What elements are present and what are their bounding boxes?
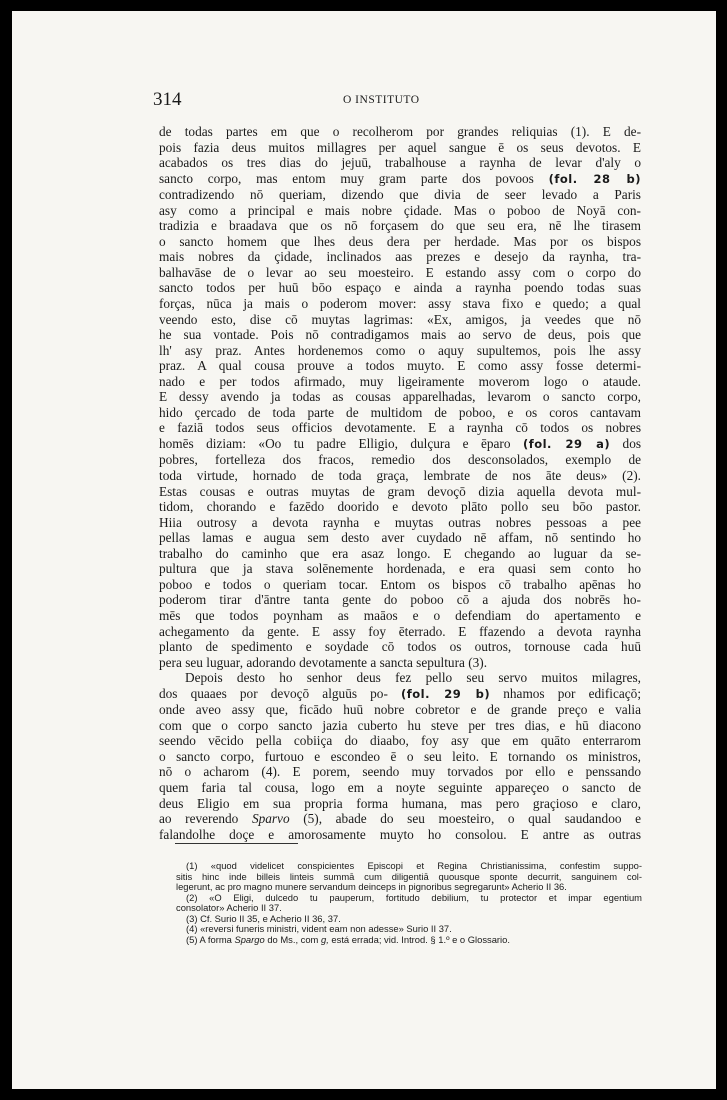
text-line: Hiia outrosy a devota raynha e muytas outras nobres pessoas a pee bbox=[159, 514, 641, 530]
text-line: de todas partes em que o recolherom por grandes reliquias (1). E de- bbox=[159, 124, 641, 139]
text-line: achegamento da gente. E assy foy ēterrado. E ffazendo a devota raynha bbox=[159, 623, 641, 639]
paragraph-1 bbox=[159, 124, 641, 670]
footnote-divider bbox=[175, 843, 298, 844]
text-segment: nhamos por edificaçō; bbox=[490, 685, 642, 701]
text-line: planto de spedimento e soydade cō todos os outros, tornouse cada huū bbox=[159, 639, 641, 655]
text-line: e faziā todos seus officios devotamente. E a raynha cō todos os nobres bbox=[159, 420, 641, 436]
text-line: seendo vēcido pella cobiiça do diaabo, foy asy que em quāto enterrarom bbox=[159, 733, 641, 749]
text-line: nado e per todos afirmado, muy ligeiramente moverom logo o ataude. bbox=[159, 373, 641, 389]
paragraph-2 bbox=[159, 670, 641, 842]
text-line: quem faria tal cousa, logo em a noyte seguinte appareçeo o sancto de bbox=[159, 779, 641, 795]
footnote-line bbox=[176, 935, 642, 946]
text-segment: dos quaaes por devoçō alguūs po- bbox=[159, 685, 388, 701]
text-line bbox=[159, 436, 641, 453]
folio-marker: (fol. 29 a) bbox=[522, 436, 611, 451]
text-line: praz. A qual cousa prouve a todos muyto. E como assy fosse determi- bbox=[159, 358, 641, 374]
text-line: E dessy avendo ja todas as cousas apparelhadas, levarom o sancto corpo, bbox=[159, 389, 641, 405]
text-line bbox=[159, 686, 641, 703]
text-line: o sancto homem que lhes deus dera per herdade. Mas por os bispos bbox=[159, 233, 641, 249]
folio-marker: (fol. 29 b) bbox=[401, 686, 491, 701]
page-header bbox=[12, 89, 716, 119]
italic-term: g, bbox=[320, 933, 329, 945]
folio-marker: (fol. 28 b) bbox=[548, 171, 641, 186]
text-line bbox=[159, 171, 641, 188]
text-line: sancto todos per huū bōo espaço e ainda a raynha poendo todas suas bbox=[159, 280, 641, 296]
text-segment: está errada; vid. Introd. § 1.º e o Glossario. bbox=[331, 933, 510, 945]
text-segment: dos bbox=[610, 435, 642, 451]
text-line: pultura que ja stava solēnemente hordenada, e era quasi sem conto ho bbox=[159, 561, 641, 577]
footnote-line: consolator» Acherio II 37. bbox=[176, 902, 282, 913]
footnotes bbox=[176, 861, 642, 945]
text-line: lh' asy praz. Antes hordenemos como o aquy supultemos, pois lhe assy bbox=[159, 342, 641, 358]
text-segment: (5) A forma bbox=[186, 933, 232, 945]
text-line: poboo e todos o queriam tocar. Entom os bispos cō trabalho apēnas ho bbox=[159, 576, 641, 592]
text-line: toda virtude, hornado de toda graça, lembrate de nos āte deus» (2). bbox=[159, 468, 641, 484]
book-page bbox=[12, 11, 716, 1089]
text-line: falandolhe doçe e amorosamente muyto ho consolou. E antre as outras bbox=[159, 826, 641, 842]
text-line: pobres, fortelleza dos fracos, remedio dos desconsolados, exemplo de bbox=[159, 452, 641, 468]
text-line: com que o corpo sancto jazia cuberto hu steve per tres dias, e hū diacono bbox=[159, 717, 641, 733]
text-line: poderom tirar d'āntre tanta gente do poboo cō a ajuda dos nobrēs ho- bbox=[159, 592, 641, 608]
text-line: deus Eligio em sua propria forma humana, mas pero graçioso e claro, bbox=[159, 795, 641, 811]
text-line: pellas lamas e augua sem desto aver cuydado nē affam, nō sentindo ho bbox=[159, 530, 641, 546]
text-line: hido çercado de toda parte de multidom de poboo, e os coros cantavam bbox=[159, 404, 641, 420]
text-line: veendo esto, dise cō muytas lagrimas: «Ex, amigos, ja veedes que nō bbox=[159, 311, 641, 327]
text-line: balhavāse de o levar ao seu moesteiro. E estando assy com o corpo do bbox=[159, 264, 641, 280]
text-segment: (5), abade do seu moesteiro, o qual saudandoo e bbox=[289, 811, 642, 827]
page-number: 314 bbox=[153, 89, 182, 110]
running-head: O INSTITUTO bbox=[343, 94, 420, 106]
text-line: Depois desto ho senhor deus fez pello seu servo muitos milagres, bbox=[185, 670, 641, 686]
italic-name: Sparvo bbox=[251, 811, 290, 827]
text-line: tidom, chorando e fazēdo doorido e devoto plāto pollo seu bōo pastor. bbox=[159, 499, 641, 515]
main-text bbox=[159, 124, 641, 842]
text-line: forças, nūca ja mais o poderom mover: assy stava fixo e quedo; a qual bbox=[159, 296, 641, 312]
text-line bbox=[159, 811, 641, 827]
text-line: nō o acharom (4). E porem, seendo muy torvados por ello e penssando bbox=[159, 764, 641, 780]
text-line: mēs que todos poynham as maāos e o defendiam do apertamento e bbox=[159, 607, 641, 623]
text-line: pois fazia deus muitos millagres per aquel sangue ē os seus devotos. E bbox=[159, 139, 641, 155]
text-line: asy como a principal e mais nobre çidade. Mas o poboo de Noyā con- bbox=[159, 202, 641, 218]
footnote-line: legerunt, ac pro magno munere servandum deinceps in pignoribus segregarunt» Acherio II 36. bbox=[176, 881, 567, 892]
text-line: pera seu luguar, adorando devotamente a sancta sepultura (3). bbox=[159, 654, 488, 670]
text-line: he sua vontade. Pois nō contradigamos mais ao servo de deus, pois que bbox=[159, 327, 641, 343]
footnote-line: (1) «quod videlicet conspicientes Episcopi et Regina Christianissima, confestim suppo- bbox=[186, 860, 642, 871]
text-line: acabados os tres dias do jejuū, trabalhouse a raynha de levar d'aly o bbox=[159, 155, 641, 171]
footnote-line: (3) Cf. Surio II 35, e Acherio II 36, 37. bbox=[186, 912, 341, 924]
italic-term: Spargo bbox=[234, 933, 265, 945]
text-line: o sancto corpo, furtouo e escondeo ē o seu leito. E tornando os ministros, bbox=[159, 748, 641, 764]
text-line: trabalho do caminho que era asaz longo. E chegando ao luguar da se- bbox=[159, 545, 641, 561]
footnote-line: sitis hinc inde billeis linteis summā cum diligentiā quousque sponte decurrit, sanguinem col- bbox=[176, 870, 642, 882]
footnote-line: (4) «reversi funeris ministri, vident eam non adesse» Surio II 37. bbox=[186, 923, 452, 934]
text-line: mais nobres da çidade, inclinados aas prezes e desejo da raynha, tra- bbox=[159, 249, 641, 265]
text-segment: sancto corpo, mas entom muy gram parte dos povoos bbox=[159, 170, 534, 186]
text-line: Estas cousas e outras muytas de gram devoçō dizia aquella devota mul- bbox=[159, 483, 641, 499]
text-segment: ao reverendo bbox=[159, 811, 239, 827]
footnote-line: (2) «O Eligi, dulcedo tu pauperum, fortitudo debilium, tu protector et impar egentium bbox=[186, 891, 642, 903]
text-line: tradizia e braadava que os nō forçasem do que seu era, nē lhe tirasem bbox=[159, 218, 641, 234]
text-segment: homēs diziam: «Oo tu padre Elligio, dulçura e ēparo bbox=[159, 435, 511, 451]
text-line: contradizendo nō queriam, dizendo que divia de seer levado a Paris bbox=[159, 187, 641, 203]
text-segment: do Ms., com bbox=[267, 933, 319, 945]
text-line: onde aveo assy que, ficādo huū nobre cobretor e de grande preço e valia bbox=[159, 702, 641, 718]
